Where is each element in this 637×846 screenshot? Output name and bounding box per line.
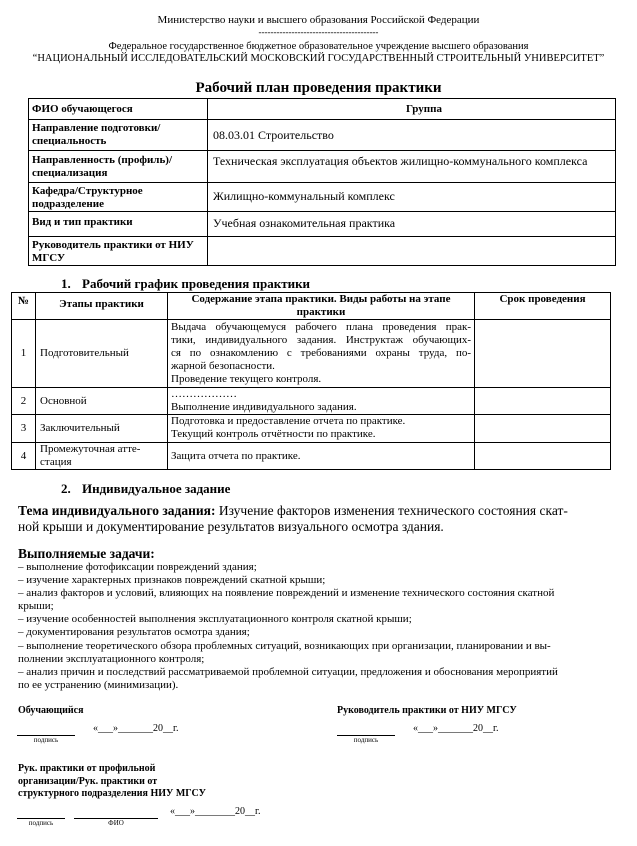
supervisor-value xyxy=(208,237,616,266)
profile-fio-caption: ФИО xyxy=(108,819,124,827)
theme-text-line2: ной крыши и документирование результатов визуального осмотра здания. xyxy=(18,519,444,534)
list-item: – выполнение теоретического обзора проблемных ситуаций, возникающих при организации, планировании и вы- xyxy=(18,639,551,652)
row-num: 4 xyxy=(12,443,36,470)
col-content-header: Содержание этапа практики. Виды работы на этапе практики xyxy=(168,293,475,320)
row-stage: Подготовительный xyxy=(36,320,168,388)
ministry-line: Министерство науки и высшего образования Российской Федерации xyxy=(157,14,480,26)
row-num: 1 xyxy=(12,320,36,388)
profile-label: Направленность (профиль)/ специализация xyxy=(29,151,208,183)
university-name: “НАЦИОНАЛЬНЫЙ ИССЛЕДОВАТЕЛЬСКИЙ МОСКОВСКИЙ ГОСУДАРСТВЕННЫЙ СТРОИТЕЛЬНЫЙ УНИВЕРСИТЕТ” xyxy=(32,53,605,64)
supervisor-label: Руководитель практики от НИУ МГСУ xyxy=(29,237,208,266)
profile-signature-caption: подпись xyxy=(28,819,54,827)
section2-number: 2. xyxy=(61,481,71,496)
student-info-table xyxy=(28,98,616,266)
content-line: Выдача обучающемуся рабочего плана проведения прак- xyxy=(171,321,471,333)
theme-label: Тема индивидуального задания: xyxy=(18,503,216,518)
content-line: Текущий контроль отчётности по практике. xyxy=(171,428,376,440)
list-item: – анализ причин и последствий рассматриваемой проблемной ситуации, предложения и обоснования мероприятий xyxy=(18,665,558,678)
content-line: Проведение текущего контроля. xyxy=(171,373,322,385)
row-stage: Основной xyxy=(36,388,168,415)
profile-supervisor-line: организации/Рук. практики от xyxy=(18,775,158,787)
header-divider: ---------------------------------------- xyxy=(258,27,379,37)
tasks-list xyxy=(18,561,618,692)
student-sign-label: Обучающийся xyxy=(18,705,84,716)
practice-type-label: Вид и тип практики xyxy=(29,212,208,237)
table-row xyxy=(12,443,611,470)
profile-supervisor-line: Рук. практики от профильной xyxy=(18,763,156,774)
col-deadline-header: Срок проведения xyxy=(475,293,611,320)
row-content xyxy=(168,415,475,443)
list-item: полнении эксплуатационного контроля; xyxy=(18,652,205,665)
table-row xyxy=(12,388,611,415)
list-item: по ее устранению (минимизации). xyxy=(18,678,179,691)
profile-supervisor-label xyxy=(18,763,206,801)
col-stage-header: Этапы практики xyxy=(36,293,168,320)
student-group-cell xyxy=(208,99,616,120)
row-num: 3 xyxy=(12,415,36,443)
row-deadline xyxy=(475,388,611,415)
row-deadline xyxy=(475,320,611,388)
table-row xyxy=(12,320,611,388)
row-stage xyxy=(36,443,168,470)
direction-value: 08.03.01 Строительство xyxy=(208,120,616,151)
direction-label: Направление подготовки/ специальность xyxy=(29,120,208,151)
department-value: Жилищно-коммунальный комплекс xyxy=(208,183,616,212)
theme-text-line1: Изучение факторов изменения технического состояния скат- xyxy=(215,503,568,518)
section1-number: 1. xyxy=(61,276,71,291)
list-item: – изучение особенностей выполнения эксплуатационного контроля скатной крыши; xyxy=(18,613,412,626)
row-deadline xyxy=(475,415,611,443)
row-stage: Заключительный xyxy=(36,415,168,443)
list-item: – документирования результатов осмотра здания; xyxy=(18,626,250,639)
row-content xyxy=(168,320,475,388)
row-content xyxy=(168,388,475,415)
individual-task-theme xyxy=(18,503,608,535)
row-content xyxy=(168,443,475,470)
profile-date: «___»________20__г. xyxy=(170,806,261,817)
content-line: Выполнение индивидуального задания. xyxy=(171,401,357,413)
table-row xyxy=(12,415,611,443)
list-item: – выполнение фотофиксации повреждений здания; xyxy=(18,561,257,573)
content-line: ся по ознакомлению с требованиями охраны труда, по- xyxy=(171,347,471,359)
row-deadline xyxy=(475,443,611,470)
col-num-header: № xyxy=(12,293,36,320)
content-line: Подготовка и предоставление отчета по практике. xyxy=(171,415,406,427)
list-item: крыши; xyxy=(18,600,54,613)
supervisor-date: «___»_______20__г. xyxy=(413,723,499,734)
list-item: – анализ факторов и условий, влияющих на появление повреждений и изменение технического состояния скатной xyxy=(18,587,555,600)
section1-title: Рабочий график проведения практики xyxy=(82,276,311,291)
page-title: Рабочий план проведения практики xyxy=(195,80,442,96)
supervisor-signature-caption: подпись xyxy=(353,736,379,744)
department-label: Кафедра/Структурное подразделение xyxy=(29,183,208,212)
group-label: Группа xyxy=(406,103,442,115)
tasks-title: Выполняемые задачи: xyxy=(18,546,155,561)
content-line: Защита отчета по практике. xyxy=(171,449,301,462)
schedule-table xyxy=(11,292,611,470)
content-line: жарной безопасности. xyxy=(171,360,275,372)
institution-type: Федеральное государственное бюджетное образовательное учреждение высшего образования xyxy=(108,41,529,52)
content-line: ……………… xyxy=(171,388,237,400)
section1-heading xyxy=(61,276,310,292)
stage-line: стация xyxy=(40,456,72,468)
section2-heading xyxy=(61,481,230,497)
stage-line: Промежуточная атте- xyxy=(40,443,141,455)
supervisor-sign-label: Руководитель практики от НИУ МГСУ xyxy=(337,705,517,716)
profile-value: Техническая эксплуатация объектов жилищно-коммунального комплекса xyxy=(208,151,616,183)
student-label: ФИО обучающегося xyxy=(29,99,208,120)
content-line: тики, индивидуального задания. Инструктаж обучающих- xyxy=(171,334,471,346)
practice-type-value: Учебная ознакомительная практика xyxy=(208,212,616,237)
student-date: «___»_______20__г. xyxy=(93,723,179,734)
student-signature-caption: подпись xyxy=(33,736,59,744)
profile-supervisor-line: структурного подразделения НИУ МГСУ xyxy=(18,788,206,799)
row-num: 2 xyxy=(12,388,36,415)
list-item: – изучение характерных признаков повреждений скатной крыши; xyxy=(18,574,326,587)
section2-title: Индивидуальное задание xyxy=(82,481,231,496)
